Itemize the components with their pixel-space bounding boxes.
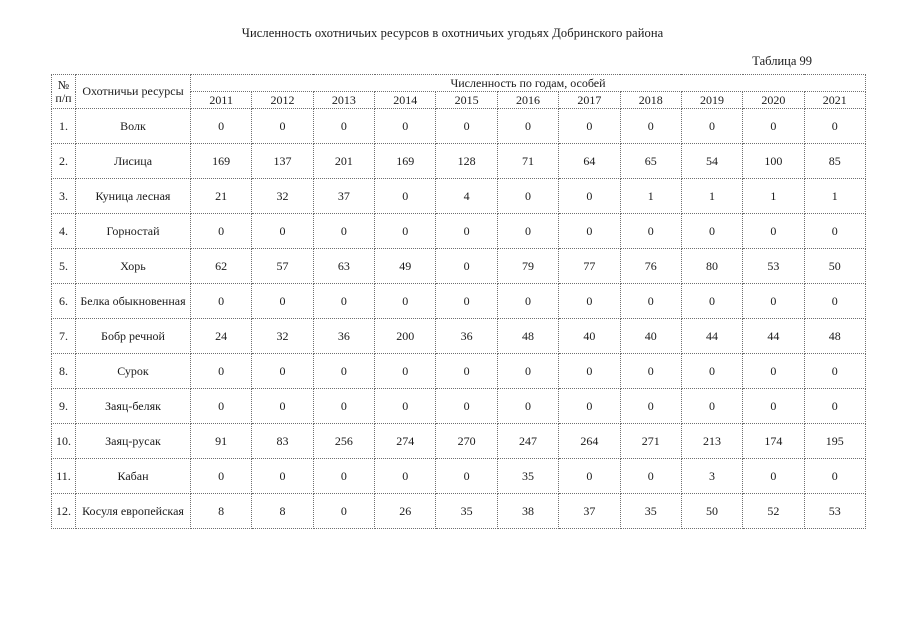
count-cell: 77 xyxy=(559,249,620,284)
count-cell: 0 xyxy=(804,214,865,249)
row-number: 3. xyxy=(52,179,76,214)
count-cell: 0 xyxy=(436,214,497,249)
count-cell: 0 xyxy=(191,284,252,319)
count-cell: 85 xyxy=(804,144,865,179)
row-number: 2. xyxy=(52,144,76,179)
count-cell: 0 xyxy=(436,109,497,144)
count-cell: 0 xyxy=(313,389,374,424)
count-cell: 50 xyxy=(681,494,742,529)
row-number: 7. xyxy=(52,319,76,354)
count-cell: 0 xyxy=(191,389,252,424)
count-cell: 0 xyxy=(313,354,374,389)
header-year: 2018 xyxy=(620,92,681,109)
header-year: 2021 xyxy=(804,92,865,109)
count-cell: 0 xyxy=(497,179,558,214)
count-cell: 40 xyxy=(559,319,620,354)
count-cell: 49 xyxy=(375,249,436,284)
count-cell: 0 xyxy=(620,284,681,319)
count-cell: 0 xyxy=(681,109,742,144)
count-cell: 0 xyxy=(681,214,742,249)
count-cell: 37 xyxy=(313,179,374,214)
count-cell: 128 xyxy=(436,144,497,179)
count-cell: 256 xyxy=(313,424,374,459)
row-number: 5. xyxy=(52,249,76,284)
count-cell: 38 xyxy=(497,494,558,529)
row-number: 8. xyxy=(52,354,76,389)
count-cell: 274 xyxy=(375,424,436,459)
count-cell: 53 xyxy=(743,249,804,284)
count-cell: 37 xyxy=(559,494,620,529)
count-cell: 3 xyxy=(681,459,742,494)
count-cell: 8 xyxy=(191,494,252,529)
table-row xyxy=(52,389,866,424)
count-cell: 32 xyxy=(252,319,313,354)
table-row xyxy=(52,214,866,249)
count-cell: 36 xyxy=(313,319,374,354)
count-cell: 0 xyxy=(375,459,436,494)
resource-name: Куница лесная xyxy=(76,179,191,214)
count-cell: 0 xyxy=(559,459,620,494)
count-cell: 36 xyxy=(436,319,497,354)
header-year: 2015 xyxy=(436,92,497,109)
count-cell: 21 xyxy=(191,179,252,214)
count-cell: 0 xyxy=(497,284,558,319)
count-cell: 270 xyxy=(436,424,497,459)
count-cell: 0 xyxy=(681,354,742,389)
count-cell: 0 xyxy=(559,284,620,319)
count-cell: 40 xyxy=(620,319,681,354)
count-cell: 0 xyxy=(743,109,804,144)
count-cell: 0 xyxy=(252,354,313,389)
count-cell: 0 xyxy=(375,179,436,214)
count-cell: 0 xyxy=(743,284,804,319)
count-cell: 0 xyxy=(681,389,742,424)
count-cell: 54 xyxy=(681,144,742,179)
header-year: 2016 xyxy=(497,92,558,109)
header-num: № п/п xyxy=(52,75,76,109)
resource-name: Заяц-беляк xyxy=(76,389,191,424)
count-cell: 0 xyxy=(559,109,620,144)
count-cell: 0 xyxy=(313,109,374,144)
count-cell: 53 xyxy=(804,494,865,529)
table-row xyxy=(52,179,866,214)
count-cell: 8 xyxy=(252,494,313,529)
row-number: 9. xyxy=(52,389,76,424)
count-cell: 0 xyxy=(375,389,436,424)
table-row xyxy=(52,459,866,494)
table-row xyxy=(52,109,866,144)
count-cell: 0 xyxy=(743,459,804,494)
table-row xyxy=(52,424,866,459)
count-cell: 1 xyxy=(804,179,865,214)
count-cell: 0 xyxy=(252,459,313,494)
header-year: 2017 xyxy=(559,92,620,109)
header-resource: Охотничьи ресурсы xyxy=(76,75,191,109)
row-number: 12. xyxy=(52,494,76,529)
count-cell: 0 xyxy=(252,109,313,144)
count-cell: 1 xyxy=(681,179,742,214)
count-cell: 57 xyxy=(252,249,313,284)
count-cell: 271 xyxy=(620,424,681,459)
count-cell: 48 xyxy=(804,319,865,354)
count-cell: 0 xyxy=(375,214,436,249)
count-cell: 24 xyxy=(191,319,252,354)
table-row xyxy=(52,319,866,354)
table-row xyxy=(52,284,866,319)
count-cell: 0 xyxy=(191,459,252,494)
resource-name: Хорь xyxy=(76,249,191,284)
count-cell: 0 xyxy=(620,214,681,249)
count-cell: 169 xyxy=(191,144,252,179)
row-number: 1. xyxy=(52,109,76,144)
count-cell: 0 xyxy=(436,249,497,284)
count-cell: 0 xyxy=(559,354,620,389)
resource-name: Кабан xyxy=(76,459,191,494)
count-cell: 0 xyxy=(313,494,374,529)
header-year: 2014 xyxy=(375,92,436,109)
count-cell: 0 xyxy=(497,214,558,249)
count-cell: 63 xyxy=(313,249,374,284)
count-cell: 0 xyxy=(191,354,252,389)
count-cell: 0 xyxy=(436,284,497,319)
document-title: Численность охотничьих ресурсов в охотничьих угодьях Добринского района xyxy=(241,26,664,40)
table-row xyxy=(52,354,866,389)
count-cell: 0 xyxy=(252,284,313,319)
header-group: Численность по годам, особей xyxy=(191,75,866,92)
row-number: 6. xyxy=(52,284,76,319)
resource-name: Сурок xyxy=(76,354,191,389)
resource-name: Лисица xyxy=(76,144,191,179)
count-cell: 35 xyxy=(620,494,681,529)
count-cell: 65 xyxy=(620,144,681,179)
table-label: Таблица 99 xyxy=(752,54,812,68)
count-cell: 32 xyxy=(252,179,313,214)
count-cell: 0 xyxy=(191,214,252,249)
count-cell: 0 xyxy=(559,389,620,424)
count-cell: 0 xyxy=(497,109,558,144)
count-cell: 0 xyxy=(497,389,558,424)
count-cell: 1 xyxy=(743,179,804,214)
count-cell: 1 xyxy=(620,179,681,214)
table-row xyxy=(52,144,866,179)
count-cell: 0 xyxy=(559,214,620,249)
count-cell: 0 xyxy=(191,109,252,144)
row-number: 10. xyxy=(52,424,76,459)
count-cell: 80 xyxy=(681,249,742,284)
table-row xyxy=(52,249,866,284)
header-year: 2012 xyxy=(252,92,313,109)
count-cell: 0 xyxy=(804,459,865,494)
count-cell: 52 xyxy=(743,494,804,529)
count-cell: 0 xyxy=(620,109,681,144)
count-cell: 83 xyxy=(252,424,313,459)
count-cell: 79 xyxy=(497,249,558,284)
count-cell: 0 xyxy=(497,354,558,389)
table-body xyxy=(52,109,866,529)
count-cell: 0 xyxy=(804,389,865,424)
count-cell: 35 xyxy=(497,459,558,494)
count-cell: 0 xyxy=(375,109,436,144)
row-number: 11. xyxy=(52,459,76,494)
count-cell: 0 xyxy=(743,354,804,389)
count-cell: 100 xyxy=(743,144,804,179)
count-cell: 64 xyxy=(559,144,620,179)
population-table xyxy=(51,74,866,529)
count-cell: 0 xyxy=(743,214,804,249)
count-cell: 247 xyxy=(497,424,558,459)
count-cell: 35 xyxy=(436,494,497,529)
resource-name: Волк xyxy=(76,109,191,144)
count-cell: 169 xyxy=(375,144,436,179)
count-cell: 44 xyxy=(681,319,742,354)
count-cell: 0 xyxy=(252,389,313,424)
count-cell: 0 xyxy=(804,354,865,389)
resource-name: Горностай xyxy=(76,214,191,249)
count-cell: 0 xyxy=(559,179,620,214)
header-year: 2013 xyxy=(313,92,374,109)
resource-name: Белка обыкновенная xyxy=(76,284,191,319)
count-cell: 0 xyxy=(313,284,374,319)
count-cell: 50 xyxy=(804,249,865,284)
count-cell: 195 xyxy=(804,424,865,459)
count-cell: 213 xyxy=(681,424,742,459)
count-cell: 0 xyxy=(375,354,436,389)
count-cell: 4 xyxy=(436,179,497,214)
count-cell: 26 xyxy=(375,494,436,529)
count-cell: 0 xyxy=(681,284,742,319)
count-cell: 0 xyxy=(804,284,865,319)
table-row xyxy=(52,494,866,529)
row-number: 4. xyxy=(52,214,76,249)
count-cell: 0 xyxy=(620,389,681,424)
resource-name: Косуля европейская xyxy=(76,494,191,529)
count-cell: 62 xyxy=(191,249,252,284)
count-cell: 91 xyxy=(191,424,252,459)
count-cell: 76 xyxy=(620,249,681,284)
count-cell: 201 xyxy=(313,144,374,179)
count-cell: 71 xyxy=(497,144,558,179)
header-year: 2020 xyxy=(743,92,804,109)
count-cell: 0 xyxy=(313,459,374,494)
count-cell: 174 xyxy=(743,424,804,459)
count-cell: 0 xyxy=(743,389,804,424)
header-year: 2011 xyxy=(191,92,252,109)
count-cell: 137 xyxy=(252,144,313,179)
count-cell: 0 xyxy=(620,354,681,389)
resource-name: Бобр речной xyxy=(76,319,191,354)
header-year: 2019 xyxy=(681,92,742,109)
count-cell: 200 xyxy=(375,319,436,354)
count-cell: 0 xyxy=(436,459,497,494)
count-cell: 0 xyxy=(804,109,865,144)
count-cell: 0 xyxy=(313,214,374,249)
count-cell: 44 xyxy=(743,319,804,354)
table-header xyxy=(52,75,866,109)
resource-name: Заяц-русак xyxy=(76,424,191,459)
count-cell: 0 xyxy=(252,214,313,249)
count-cell: 0 xyxy=(375,284,436,319)
count-cell: 264 xyxy=(559,424,620,459)
count-cell: 0 xyxy=(436,389,497,424)
count-cell: 48 xyxy=(497,319,558,354)
count-cell: 0 xyxy=(620,459,681,494)
count-cell: 0 xyxy=(436,354,497,389)
